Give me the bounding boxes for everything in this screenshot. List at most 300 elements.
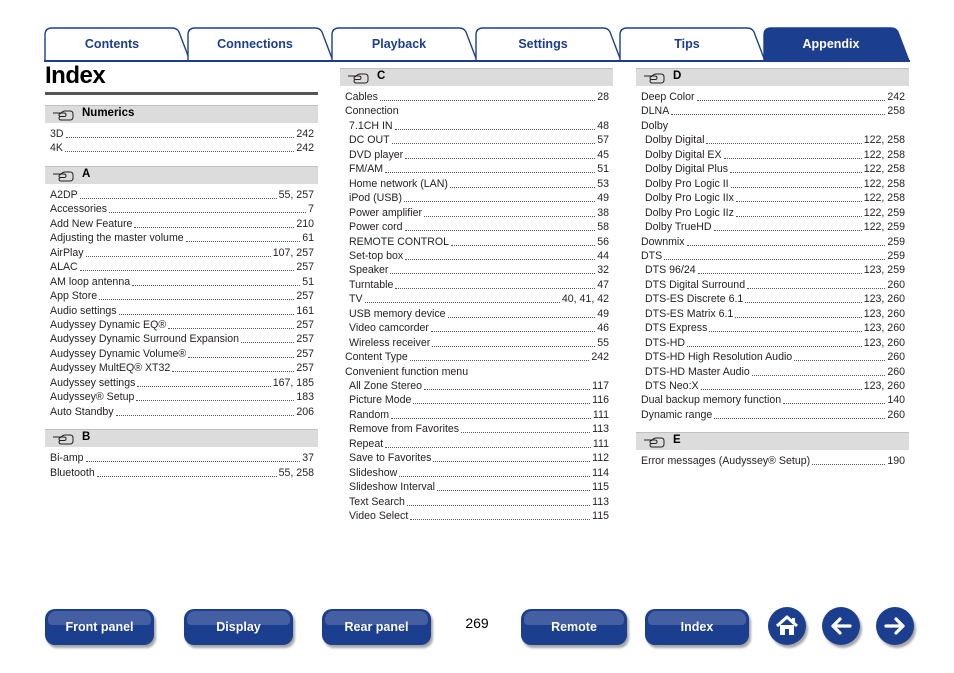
entry-term: Slideshow <box>349 466 398 479</box>
index-entry[interactable] <box>641 235 905 249</box>
index-entry[interactable] <box>349 206 609 220</box>
index-entry[interactable] <box>50 202 314 216</box>
entry-page: 123, 260 <box>863 322 905 335</box>
dot-leader <box>405 220 596 234</box>
entry-term: Dolby Pro Logic IIx <box>645 192 734 205</box>
index-entry[interactable] <box>641 104 905 118</box>
dot-leader <box>431 321 595 335</box>
entry-page: 123, 260 <box>863 293 905 306</box>
dot-leader <box>385 437 591 451</box>
index-entry[interactable] <box>349 133 609 147</box>
entry-term: DTS-ES Discrete 6.1 <box>645 293 744 306</box>
dot-leader <box>86 451 301 465</box>
section-header <box>45 166 318 184</box>
entry-term: Dual backup memory function <box>641 394 782 407</box>
entry-page: 111 <box>592 437 609 450</box>
entry-page: 113 <box>592 495 609 508</box>
dot-leader <box>385 162 595 176</box>
dot-leader <box>687 336 862 350</box>
dot-leader <box>714 408 885 422</box>
entry-term: Audyssey settings <box>50 376 136 389</box>
front-panel-button[interactable]: Front panel <box>45 609 154 645</box>
index-entry[interactable] <box>349 191 609 205</box>
entry-term: Save to Favorites <box>349 452 432 465</box>
index-entry[interactable] <box>645 350 905 364</box>
entry-page: 49 <box>597 307 609 320</box>
entry-page: 260 <box>887 278 905 291</box>
section-letter: B <box>82 431 91 444</box>
entry-page: 32 <box>597 264 609 277</box>
remote-button[interactable]: Remote <box>521 609 627 645</box>
dot-leader <box>671 104 885 118</box>
index-entry[interactable] <box>349 177 609 191</box>
dot-leader <box>391 408 591 422</box>
entry-term: Home network (LAN) <box>349 177 448 190</box>
entry-page: 112 <box>592 452 609 465</box>
index-entry[interactable] <box>349 509 609 523</box>
entry-page: 44 <box>597 249 609 262</box>
entry-page: 57 <box>597 134 609 147</box>
dot-leader <box>99 289 294 303</box>
dot-leader <box>736 191 862 205</box>
dot-leader <box>119 304 295 318</box>
entry-page: 107, 257 <box>272 246 314 259</box>
entry-page: 45 <box>597 148 609 161</box>
dot-leader <box>424 379 590 393</box>
section-header <box>636 432 909 450</box>
dot-leader <box>724 148 862 162</box>
page-number: 269 <box>465 615 489 631</box>
tab-contents[interactable] <box>44 27 194 61</box>
dot-leader <box>735 307 861 321</box>
entry-page: 115 <box>592 510 609 523</box>
dot-leader <box>698 263 862 277</box>
index-entry[interactable] <box>349 278 609 292</box>
index-entry[interactable] <box>349 307 609 321</box>
entry-term: 4K <box>50 142 63 155</box>
index-entry[interactable] <box>50 231 314 245</box>
dot-leader <box>709 321 861 335</box>
pointing-hand-icon <box>52 169 74 181</box>
tab-settings[interactable] <box>475 27 625 61</box>
dot-leader <box>448 307 596 321</box>
entry-term: Audio settings <box>50 304 117 317</box>
dot-leader <box>365 292 560 306</box>
entry-page: 183 <box>296 391 314 404</box>
dot-leader <box>451 235 595 249</box>
entry-page: 257 <box>296 347 314 360</box>
dot-leader <box>450 177 595 191</box>
tab-label: Appendix <box>802 37 860 51</box>
index-entry[interactable] <box>645 336 905 350</box>
entry-page: 190 <box>887 455 905 468</box>
pointing-hand-icon <box>643 435 665 447</box>
dot-leader <box>747 278 885 292</box>
index-entry[interactable] <box>645 206 905 220</box>
section-header <box>636 68 909 86</box>
tab-label: Playback <box>371 37 427 51</box>
entry-page: 122, 258 <box>863 148 905 161</box>
entry-page: 140 <box>887 394 905 407</box>
dot-leader <box>66 127 295 141</box>
entry-term: Turntable <box>349 278 394 291</box>
index-group-heading <box>345 104 609 118</box>
index-entry[interactable] <box>50 451 314 465</box>
dot-leader <box>405 249 595 263</box>
entry-term: Set-top box <box>349 249 404 262</box>
dot-leader <box>186 231 301 245</box>
dot-leader <box>97 466 277 480</box>
entry-page: 242 <box>591 351 609 364</box>
entry-page: 38 <box>597 206 609 219</box>
dot-leader <box>116 405 295 419</box>
entry-term: Remove from Favorites <box>349 423 460 436</box>
entry-term: A2DP <box>50 188 78 201</box>
entry-page: 56 <box>597 235 609 248</box>
entry-page: 257 <box>296 318 314 331</box>
tab-connections[interactable] <box>187 27 337 61</box>
entry-term: Content Type <box>345 351 408 364</box>
entry-page: 55 <box>597 336 609 349</box>
pointing-hand-icon <box>52 108 74 120</box>
entry-page: 123, 260 <box>863 380 905 392</box>
entry-page: 122, 259 <box>863 206 905 219</box>
index-entry[interactable] <box>645 220 905 234</box>
index-group-heading <box>641 119 905 133</box>
entry-term: REMOTE CONTROL <box>349 235 450 248</box>
entry-term: TV <box>349 293 363 306</box>
dot-leader <box>752 365 886 379</box>
entry-page: 260 <box>887 351 905 364</box>
entry-term: USB memory device <box>349 307 446 320</box>
page-title: Index <box>45 62 106 89</box>
index-entry[interactable] <box>50 466 314 480</box>
entry-page: 242 <box>296 128 314 140</box>
dot-leader <box>706 133 861 147</box>
entry-page: 55, 258 <box>278 466 314 479</box>
index-entry[interactable] <box>50 332 314 346</box>
index-entry[interactable] <box>345 350 609 364</box>
index-entry[interactable] <box>349 162 609 176</box>
pointing-hand-icon <box>643 71 665 83</box>
index-entry[interactable] <box>645 191 905 205</box>
entry-page: 117 <box>592 380 609 392</box>
entry-page: 167, 185 <box>272 376 314 389</box>
display-button[interactable]: Display <box>184 609 293 645</box>
dot-leader <box>461 422 590 436</box>
dot-leader <box>172 361 294 375</box>
index-entry[interactable] <box>50 376 314 390</box>
dot-leader <box>736 206 862 220</box>
section-header <box>45 105 318 123</box>
entry-term: AM loop antenna <box>50 275 131 288</box>
dot-leader <box>405 148 595 162</box>
entry-term: DTS Express <box>645 322 708 335</box>
dot-leader <box>812 454 885 468</box>
dot-leader <box>731 177 862 191</box>
index-entry[interactable] <box>50 390 314 404</box>
dot-leader <box>168 318 294 332</box>
entry-page: 7 <box>308 203 314 216</box>
index-entry[interactable] <box>645 292 905 306</box>
index-entry[interactable] <box>641 249 905 263</box>
index-entry[interactable] <box>349 321 609 335</box>
index-entry[interactable] <box>349 148 609 162</box>
entry-page: 53 <box>597 177 609 190</box>
index-entry[interactable] <box>349 480 609 494</box>
entry-page: 260 <box>887 365 905 378</box>
entry-page: 259 <box>887 249 905 262</box>
dot-leader <box>392 133 596 147</box>
section-header <box>45 429 318 447</box>
home-button[interactable] <box>768 607 806 645</box>
entry-page: 257 <box>296 290 314 303</box>
dot-leader <box>241 332 294 346</box>
entry-page: 114 <box>592 466 609 479</box>
dot-leader <box>65 141 294 155</box>
index-entry[interactable] <box>349 220 609 234</box>
entry-term: Bi-amp <box>50 452 84 465</box>
entry-term: Repeat <box>349 437 384 450</box>
entry-term: Connection <box>345 105 399 118</box>
section-letter: Numerics <box>82 107 135 119</box>
dot-leader <box>86 246 271 260</box>
entry-term: App Store <box>50 290 98 303</box>
index-entry[interactable] <box>349 336 609 350</box>
dot-leader <box>413 393 590 407</box>
index-entry[interactable] <box>349 249 609 263</box>
index-entry[interactable] <box>50 361 314 375</box>
index-entry[interactable] <box>50 246 314 260</box>
entry-term: Power amplifier <box>349 206 423 219</box>
index-entry[interactable] <box>349 292 609 306</box>
entry-term: Audyssey Dynamic Surround Expansion <box>50 333 240 346</box>
index-entry[interactable] <box>50 304 314 318</box>
entry-page: 260 <box>887 408 905 421</box>
entry-term: Accessories <box>50 203 108 216</box>
entry-term: Power cord <box>349 221 403 234</box>
dot-leader <box>399 466 590 480</box>
entry-page: 58 <box>597 221 609 234</box>
dot-leader <box>410 509 590 523</box>
entry-term: DTS-HD High Resolution Audio <box>645 351 793 364</box>
forward-button[interactable] <box>876 607 914 645</box>
index-entry[interactable] <box>50 217 314 231</box>
tab-tips[interactable] <box>619 27 769 61</box>
entry-term: DTS <box>641 249 663 262</box>
entry-term: Text Search <box>349 495 405 508</box>
dot-leader <box>132 275 300 289</box>
index-entry[interactable] <box>50 275 314 289</box>
index-entry[interactable] <box>349 437 609 451</box>
tab-bar-underline <box>44 60 910 62</box>
dot-leader <box>714 220 862 234</box>
entry-term: FM/AM <box>349 163 384 176</box>
entry-term: Wireless receiver <box>349 336 431 349</box>
index-entry[interactable] <box>641 90 905 104</box>
dot-leader <box>80 188 277 202</box>
entry-term: Deep Color <box>641 91 695 103</box>
entry-term: Dolby <box>641 119 669 132</box>
entry-term: 3D <box>50 128 64 140</box>
entry-term: Dynamic range <box>641 408 713 421</box>
entry-term: Convenient function menu <box>345 365 469 378</box>
entry-page: 37 <box>302 452 314 465</box>
entry-page: 48 <box>597 119 609 132</box>
tab-playback[interactable] <box>331 27 481 61</box>
entry-term: Video camcorder <box>349 322 429 335</box>
entry-term: Dolby Pro Logic II <box>645 177 729 190</box>
entry-term: Audyssey® Setup <box>50 391 135 404</box>
dot-leader <box>109 202 306 216</box>
index-entry[interactable] <box>50 289 314 303</box>
index-entry[interactable] <box>645 133 905 147</box>
entry-page: 259 <box>887 235 905 248</box>
index-group-heading <box>345 365 609 379</box>
entry-page: 49 <box>597 192 609 205</box>
index-entry[interactable] <box>345 90 609 104</box>
dot-leader <box>794 350 885 364</box>
entry-page: 122, 258 <box>863 192 905 205</box>
entry-page: 28 <box>597 91 609 103</box>
dot-leader <box>404 191 595 205</box>
entry-term: DTS 96/24 <box>645 264 696 277</box>
section-header <box>340 68 613 86</box>
index-entry[interactable] <box>349 119 609 133</box>
dot-leader <box>410 350 589 364</box>
dot-leader <box>437 480 590 494</box>
entry-page: 55, 257 <box>278 188 314 201</box>
index-entry[interactable] <box>645 162 905 176</box>
index-entry[interactable] <box>645 307 905 321</box>
entry-page: 111 <box>592 408 609 421</box>
tab-bar <box>44 27 910 61</box>
dot-leader <box>424 206 595 220</box>
section-letter: C <box>377 70 386 82</box>
index-entry[interactable] <box>641 454 905 468</box>
entry-term: Dolby Pro Logic IIz <box>645 206 734 219</box>
entry-term: Adjusting the master volume <box>50 232 184 245</box>
entry-term: Downmix <box>641 235 685 248</box>
entry-page: 206 <box>296 405 314 418</box>
entry-page: 115 <box>592 481 609 494</box>
index-entry[interactable] <box>50 405 314 419</box>
dot-leader <box>697 90 886 104</box>
index-entry[interactable] <box>641 393 905 407</box>
index-entry[interactable] <box>50 347 314 361</box>
index-entry[interactable] <box>645 263 905 277</box>
entry-term: DTS-HD <box>645 336 686 349</box>
entry-page: 123, 259 <box>863 264 905 277</box>
index-entry[interactable] <box>349 466 609 480</box>
tab-appendix[interactable] <box>763 27 913 61</box>
index-entry[interactable] <box>645 278 905 292</box>
index-entry[interactable] <box>645 379 905 393</box>
entry-term: ALAC <box>50 261 78 274</box>
dot-leader <box>433 451 590 465</box>
dot-leader <box>136 390 294 404</box>
entry-term: Dolby TrueHD <box>645 221 712 234</box>
dot-leader <box>80 260 295 274</box>
entry-page: 258 <box>887 105 905 118</box>
entry-term: Audyssey Dynamic Volume® <box>50 347 187 360</box>
entry-term: DTS-HD Master Audio <box>645 365 750 378</box>
index-entry[interactable] <box>645 148 905 162</box>
entry-page: 51 <box>302 275 314 288</box>
entry-term: DTS Neo:X <box>645 380 699 392</box>
index-entry[interactable] <box>349 393 609 407</box>
entry-page: 242 <box>887 91 905 103</box>
entry-term: Slideshow Interval <box>349 481 435 494</box>
entry-term: Add New Feature <box>50 217 133 230</box>
entry-term: Dolby Digital <box>645 134 705 147</box>
home-icon <box>768 607 806 645</box>
index-entry[interactable] <box>50 127 314 141</box>
dot-leader <box>432 336 595 350</box>
index-entry[interactable] <box>645 177 905 191</box>
entry-page: 123, 260 <box>863 307 905 320</box>
index-entry[interactable] <box>349 263 609 277</box>
index-entry[interactable] <box>50 141 314 155</box>
tab-label: Connections <box>217 37 293 51</box>
dot-leader <box>745 292 861 306</box>
entry-page: 46 <box>597 322 609 335</box>
dot-leader <box>395 119 596 133</box>
index-entry[interactable] <box>349 235 609 249</box>
entry-term: All Zone Stereo <box>349 380 423 392</box>
tab-label: Settings <box>518 37 568 51</box>
index-entry[interactable] <box>50 318 314 332</box>
entry-page: 51 <box>597 163 609 176</box>
dot-leader <box>664 249 885 263</box>
dot-leader <box>395 278 595 292</box>
index-entry[interactable] <box>349 379 609 393</box>
index-button[interactable]: Index <box>645 609 749 645</box>
index-entry[interactable] <box>349 408 609 422</box>
entry-page: 47 <box>597 278 609 291</box>
back-button[interactable] <box>822 607 860 645</box>
index-entry[interactable] <box>349 495 609 509</box>
entry-page: 210 <box>296 217 314 230</box>
index-entry[interactable] <box>50 188 314 202</box>
entry-page: 257 <box>296 333 314 346</box>
entry-term: 7.1CH IN <box>349 119 393 132</box>
dot-leader <box>730 162 862 176</box>
dot-leader <box>783 393 885 407</box>
entry-term: Dolby Digital EX <box>645 148 722 161</box>
dot-leader <box>134 217 294 231</box>
entry-term: DLNA <box>641 105 670 118</box>
index-entry[interactable] <box>50 260 314 274</box>
index-entry[interactable] <box>645 321 905 335</box>
tab-label: Contents <box>84 37 140 51</box>
index-entry[interactable] <box>349 422 609 436</box>
rear-panel-button[interactable]: Rear panel <box>322 609 431 645</box>
entry-term: Cables <box>345 91 378 103</box>
index-entry[interactable] <box>349 451 609 465</box>
title-rule <box>45 92 318 95</box>
entry-term: DTS Digital Surround <box>645 278 746 291</box>
section-letter: A <box>82 167 91 180</box>
index-entry[interactable] <box>641 408 905 422</box>
entry-term: Auto Standby <box>50 405 114 418</box>
entry-term: Video Select <box>349 510 409 523</box>
entry-term: AirPlay <box>50 246 84 259</box>
dot-leader <box>188 347 294 361</box>
index-entry[interactable] <box>645 365 905 379</box>
arrow-left-icon <box>822 607 860 645</box>
entry-term: Audyssey MultEQ® XT32 <box>50 362 171 375</box>
